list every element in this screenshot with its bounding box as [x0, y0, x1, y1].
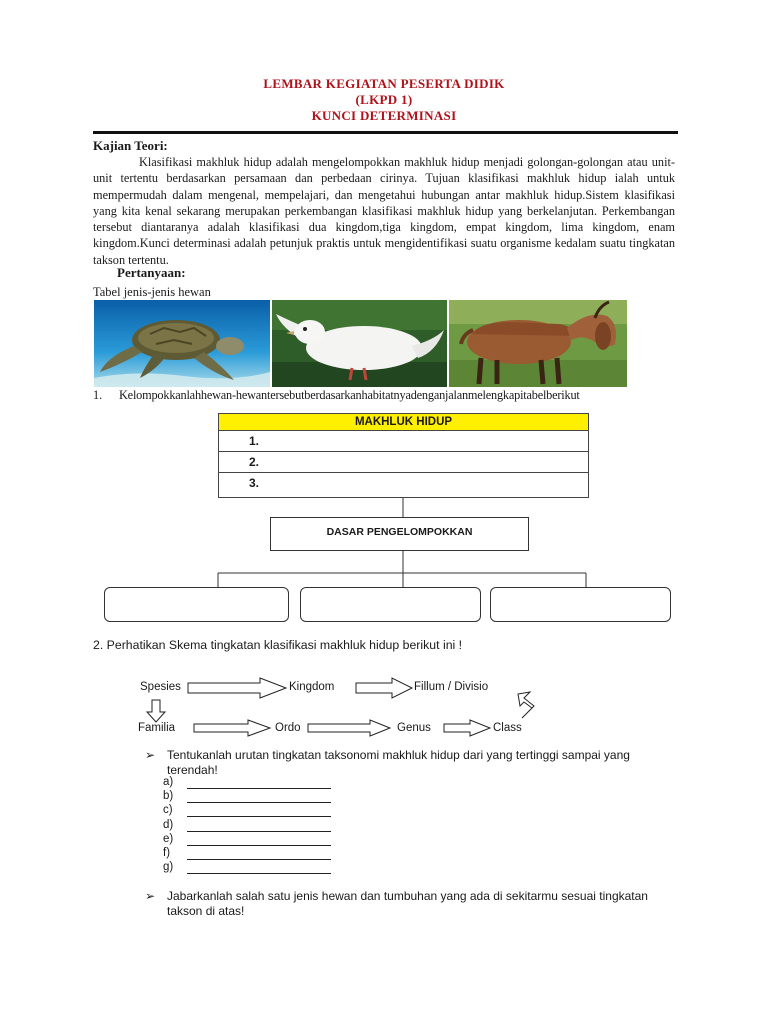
- level-class: Class: [493, 722, 522, 734]
- level-familia: Familia: [138, 722, 176, 734]
- answer-line[interactable]: [163, 790, 185, 804]
- kajian-heading: Kajian Teori:: [93, 138, 168, 153]
- brown-goat-photo: [449, 300, 627, 387]
- answer-line[interactable]: [163, 861, 185, 875]
- answer-label: a): [163, 776, 174, 788]
- question-1-text: Kelompokkanlahhewan-hewantersebutberdasarkanhabitatnyadenganjalanmelengkapitabelberikut: [119, 388, 580, 402]
- worksheet-topic: KUNCI DETERMINASI: [311, 108, 457, 123]
- worksheet-code: (LKPD 1): [355, 92, 413, 107]
- group-box-3[interactable]: [490, 587, 671, 622]
- arrow-genus-class-icon: [444, 720, 490, 736]
- sea-turtle-photo: [94, 300, 270, 387]
- arrow-ordo-genus-icon: [308, 720, 390, 736]
- worksheet-title: LEMBAR KEGIATAN PESERTA DIDIK: [263, 76, 505, 91]
- white-dove-photo: [272, 300, 447, 387]
- answer-label: d): [163, 818, 174, 831]
- arrow-familia-ordo-icon: [194, 720, 270, 736]
- question-1: [93, 388, 580, 403]
- dasar-pengelompokkan-box: DASAR PENGELOMPOKKAN: [270, 517, 529, 551]
- table-row[interactable]: 2.: [219, 452, 588, 473]
- level-genus: Genus: [397, 722, 431, 734]
- arrow-bullet-icon: ➢: [145, 889, 156, 903]
- table-row[interactable]: 3.: [249, 476, 260, 490]
- answer-label: f): [163, 846, 171, 859]
- task-1: [145, 748, 675, 777]
- group-box-1[interactable]: [104, 587, 289, 622]
- pertanyaan-heading: Pertanyaan:: [117, 265, 186, 280]
- answer-line[interactable]: [163, 804, 185, 818]
- answer-line[interactable]: [163, 833, 185, 847]
- level-spesies: Spesies: [140, 681, 181, 693]
- task-2: [145, 889, 675, 918]
- title-divider: [93, 131, 678, 134]
- question-2: 2. Perhatikan Skema tingkatan klasifikasi makhluk hidup berikut ini !: [93, 638, 463, 652]
- answer-line[interactable]: [163, 819, 185, 833]
- arrow-class-fillum-icon: [518, 692, 534, 718]
- kajian-paragraph: Klasifikasi makhluk hidup adalah mengelompokkan makhluk hidup menjadi golongan-golongan atau unit-unit tertentu berdasarkan persamaan dan perbedaan cirinya. Tujuan klasifikasi makhluk hidup ialah untuk mempermudah dalam mengenal, mempelajari, dan mengetahui hubungan antar makhluk hidup.Sistem klasifikasi yang kita kenal sekarang merupakan perkembangan klasifikasi makhluk hidup yang berkelanjutan. Perkembangan tersebut diantaranya adalah klasifikasi dua kingdom,tiga kingdom, empat kingdom, lima kingdom, enam kingdom.Kunci determinasi adalah petunjuk praktis untuk mengidentifikasi suatu organisme kedalam suatu tingkatan takson tertentu.: [93, 155, 675, 267]
- level-fillum: Fillum / Divisio: [414, 681, 489, 693]
- arrow-spesies-kingdom-icon: [188, 678, 286, 698]
- makhluk-hidup-header: MAKHLUK HIDUP: [219, 414, 588, 431]
- arrow-kingdom-fillum-icon: [356, 678, 412, 698]
- level-kingdom: Kingdom: [289, 681, 335, 693]
- arrow-spesies-familia-icon: [147, 700, 165, 722]
- answer-line[interactable]: [163, 847, 185, 861]
- group-box-2[interactable]: [300, 587, 481, 622]
- task-2-text: Jabarkanlah salah satu jenis hewan dan tumbuhan yang ada di sekitarmu sesuai tingkatan takson di atas!: [167, 889, 648, 918]
- task-1-text: Tentukanlah urutan tingkatan taksonomi makhluk hidup dari yang tertinggi sampai yang terendah!: [167, 748, 630, 777]
- answer-line[interactable]: [163, 776, 185, 790]
- answer-label: g): [163, 861, 174, 874]
- level-ordo: Ordo: [275, 722, 301, 734]
- answer-label: e): [163, 832, 174, 845]
- answer-label: b): [163, 790, 174, 803]
- arrow-bullet-icon: ➢: [145, 748, 156, 762]
- animal-table-label: Tabel jenis-jenis hewan: [93, 285, 211, 299]
- table-row[interactable]: 1.: [219, 431, 588, 452]
- answer-label: c): [163, 804, 173, 817]
- answer-list: [163, 776, 185, 875]
- question-1-number: 1.: [93, 388, 103, 402]
- makhluk-hidup-table: [218, 413, 589, 498]
